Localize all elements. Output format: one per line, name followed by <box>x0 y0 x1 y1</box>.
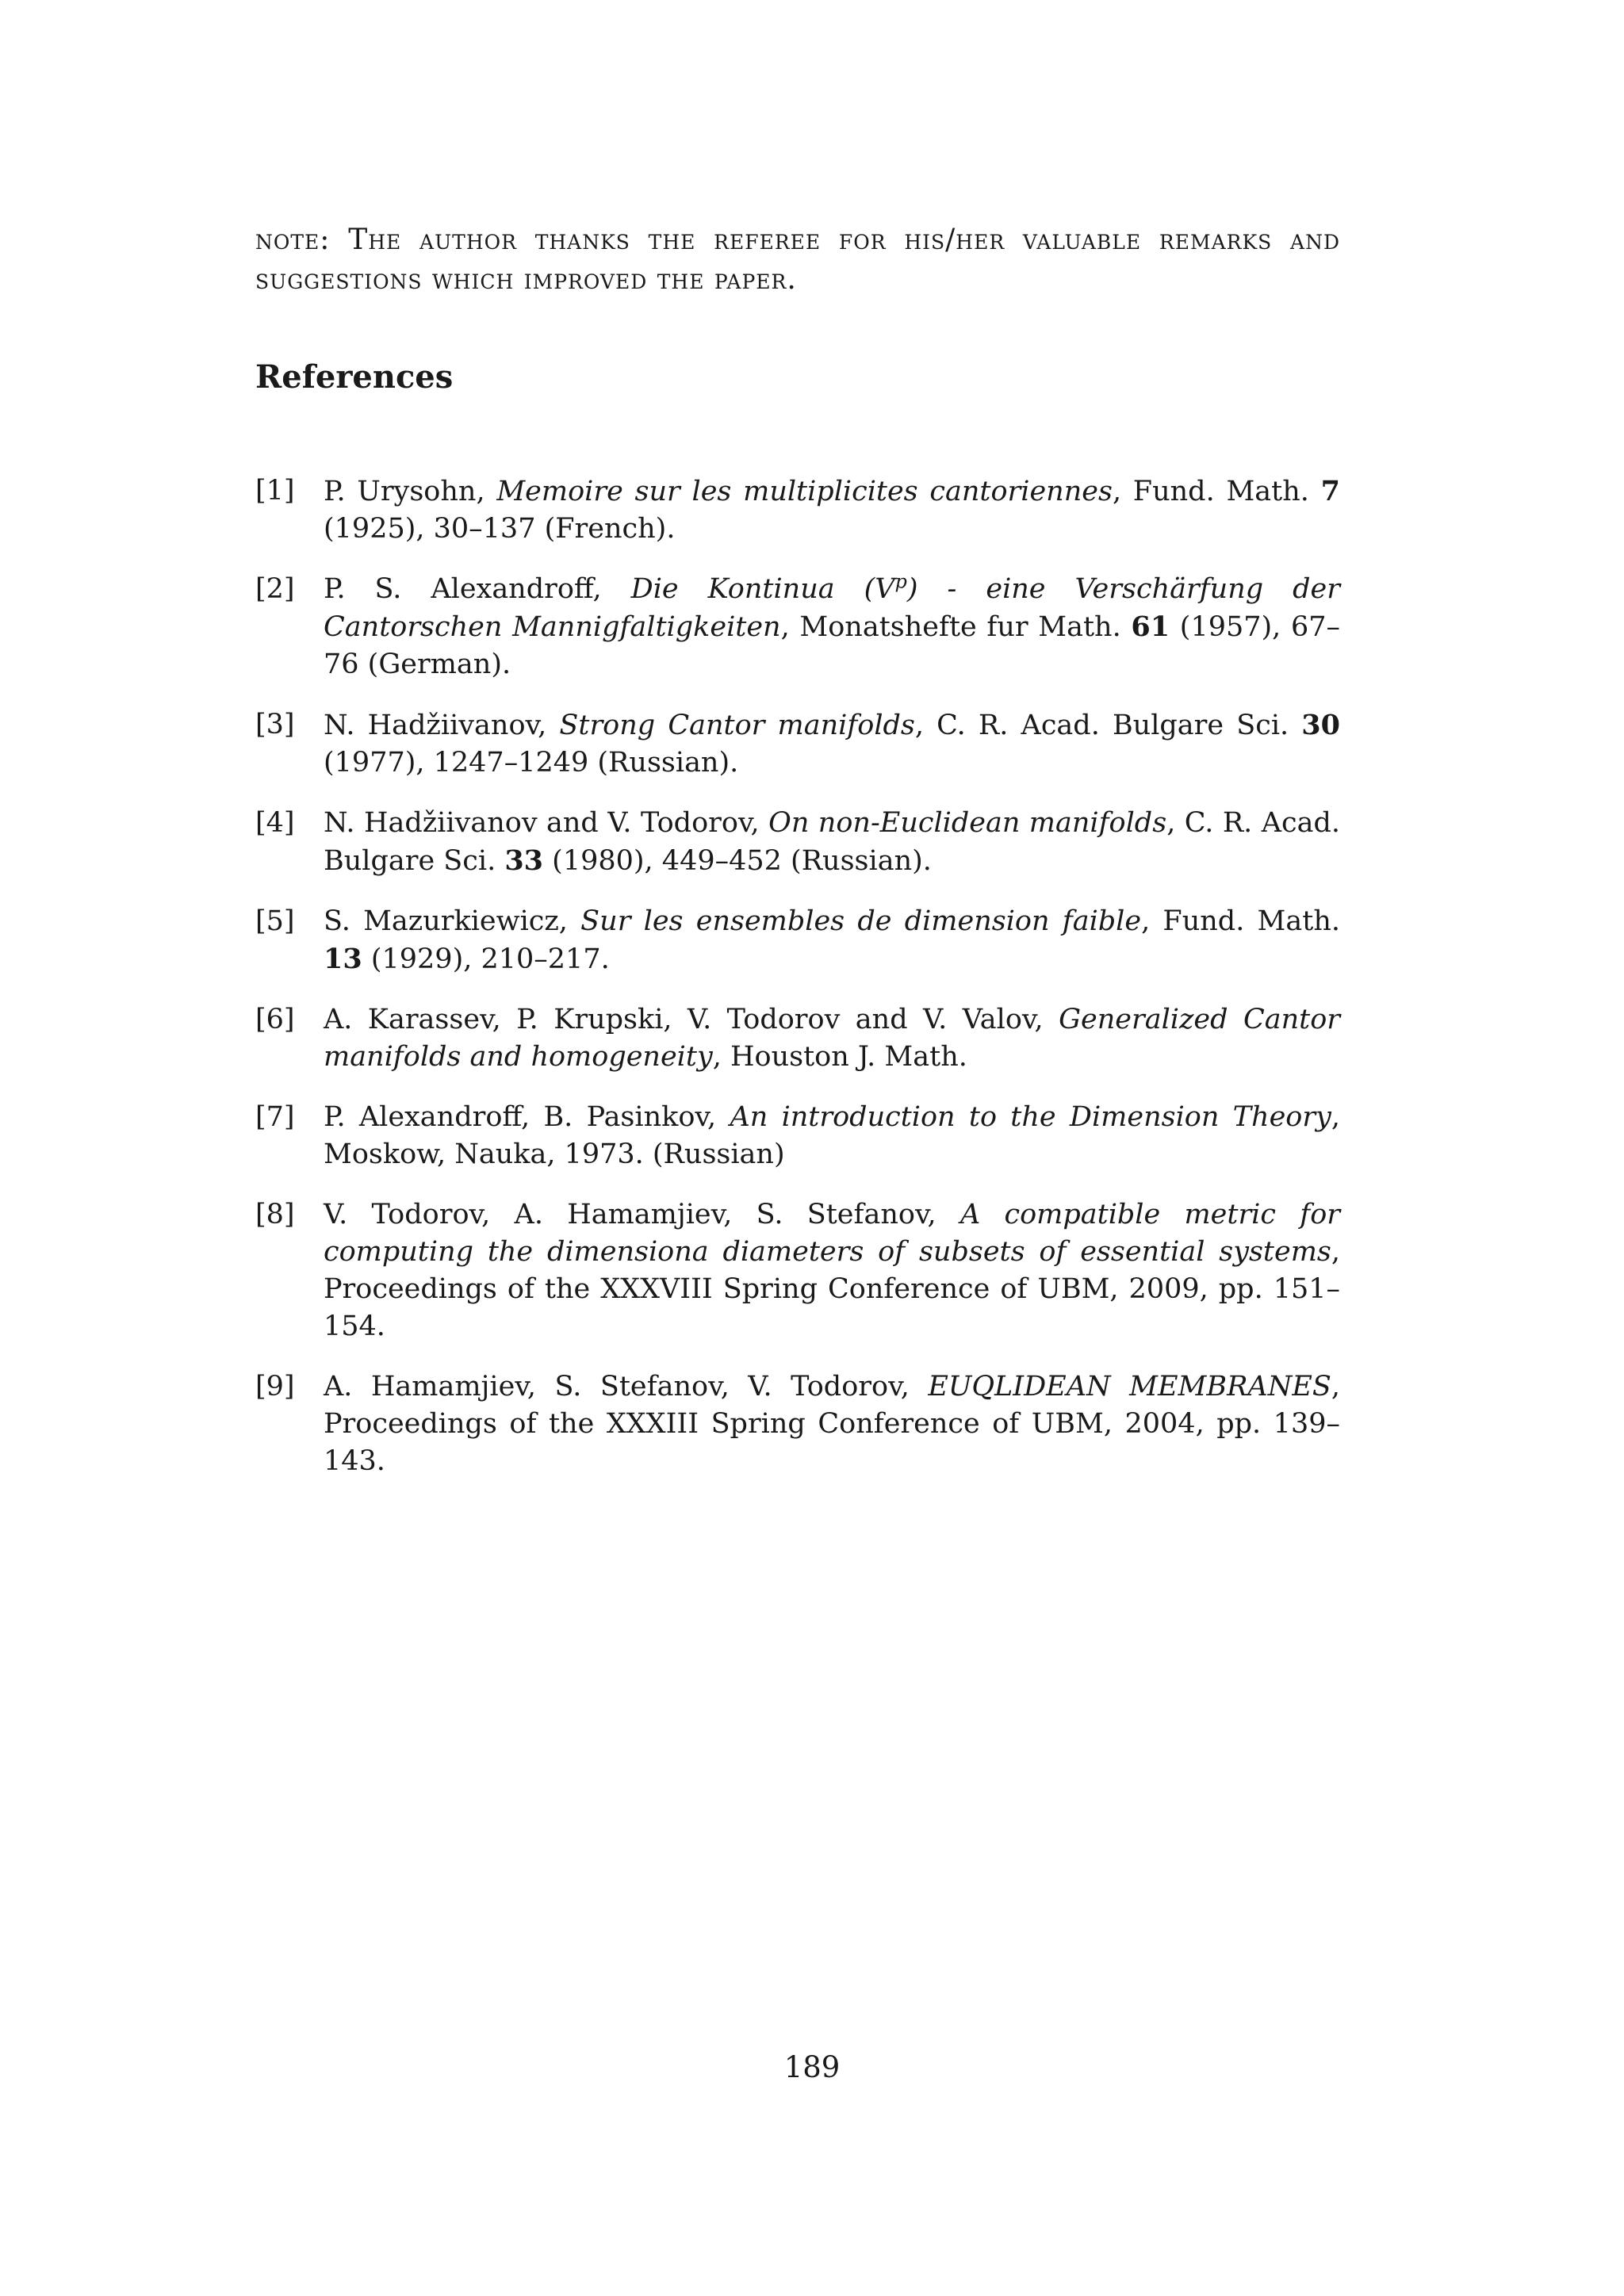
reference-number: [5] <box>255 905 295 937</box>
reference-item-5 <box>255 903 1340 978</box>
reference-journal: , Fund. Math. <box>1141 905 1340 937</box>
reference-item-8 <box>255 1196 1340 1345</box>
reference-title: Die Kontinua $(V^p)$ - eine Verschärfung der Cantorschen Mannigfaltigkeiten <box>324 570 1340 643</box>
reference-item-4 <box>255 805 1340 880</box>
reference-details: (1980), 449–452 (Russian). <box>543 845 932 877</box>
reference-authors: V. Todorov, A. Hamamjiev, S. Stefanov, <box>324 1199 960 1230</box>
reference-authors: A. Hamamjiev, S. Stefanov, V. Todorov, <box>324 1371 929 1402</box>
reference-volume: 13 <box>324 943 362 975</box>
reference-details: , Houston J. Math. <box>712 1041 967 1073</box>
reference-title: Memoire sur les multiplicites cantoriennes <box>496 476 1113 507</box>
reference-title: A compatible metric for computing the dimensiona diameters of subsets of essential systems <box>324 1199 1340 1268</box>
reference-journal: , Monatshefte fur Math. <box>780 611 1132 643</box>
reference-authors: N. Hadžiivanov and V. Todorov, <box>324 807 769 839</box>
reference-authors: P. Alexandroff, B. Pasinkov, <box>324 1101 730 1133</box>
reference-number: [1] <box>255 475 295 507</box>
reference-item-7 <box>255 1099 1340 1173</box>
reference-title: EUQLIDEAN MEMBRANES <box>928 1371 1331 1402</box>
reference-volume: 33 <box>504 844 544 877</box>
reference-authors: N. Hadžiivanov, <box>324 710 560 741</box>
reference-number: [2] <box>255 573 295 605</box>
reference-authors: A. Karassev, P. Krupski, V. Todorov and V. Valov, <box>324 1004 1059 1035</box>
acknowledgement-note: note: The author thanks the referee for his/her valuable remarks and suggestions which improved the paper. <box>255 224 1340 296</box>
reference-volume: 7 <box>1320 475 1341 507</box>
reference-number: [4] <box>255 807 295 839</box>
reference-volume: 61 <box>1131 610 1170 643</box>
reference-title: Sur les ensembles de dimension faible <box>580 905 1142 937</box>
reference-details: (1957), 67–76 (German). <box>324 611 1341 680</box>
reference-title: Strong Cantor manifolds <box>559 710 915 741</box>
reference-item-6 <box>255 1001 1340 1076</box>
reference-number: [3] <box>255 709 295 740</box>
reference-volume: 30 <box>1301 709 1340 741</box>
reference-title: Generalized Cantor manifolds and homogeneity <box>324 1004 1340 1073</box>
reference-item-2 <box>255 571 1340 683</box>
reference-details: , Proceedings of the XXXVIII Spring Conference of UBM, 2009, pp. 151–154. <box>324 1236 1340 1342</box>
reference-authors: P. Urysohn, <box>324 476 497 507</box>
reference-list <box>255 473 1340 1503</box>
reference-item-1 <box>255 473 1340 548</box>
reference-number: [8] <box>255 1199 295 1230</box>
reference-details: , Moskow, Nauka, 1973. (Russian) <box>324 1101 1340 1170</box>
reference-number: [7] <box>255 1101 295 1133</box>
references-heading: References <box>255 358 454 396</box>
page-number: 189 <box>783 2050 841 2084</box>
reference-item-9 <box>255 1368 1340 1480</box>
reference-details: (1929), 210–217. <box>362 943 610 975</box>
reference-item-3 <box>255 706 1340 782</box>
reference-authors: P. S. Alexandroff, <box>324 573 631 605</box>
reference-details: (1977), 1247–1249 (Russian). <box>324 747 739 779</box>
reference-details: (1925), 30–137 (French). <box>324 513 676 545</box>
reference-authors: S. Mazurkiewicz, <box>324 905 581 937</box>
reference-journal: , Fund. Math. <box>1112 476 1321 507</box>
reference-title: On non-Euclidean manifolds <box>768 807 1167 839</box>
reference-title: An introduction to the Dimension Theory <box>730 1101 1331 1133</box>
reference-number: [9] <box>255 1371 295 1402</box>
reference-journal: , C. R. Acad. Bulgare Sci. <box>324 807 1341 877</box>
reference-journal: , C. R. Acad. Bulgare Sci. <box>914 710 1302 741</box>
reference-number: [6] <box>255 1004 295 1035</box>
reference-details: , Proceedings of the XXXIII Spring Conference of UBM, 2004, pp. 139–143. <box>324 1371 1340 1477</box>
